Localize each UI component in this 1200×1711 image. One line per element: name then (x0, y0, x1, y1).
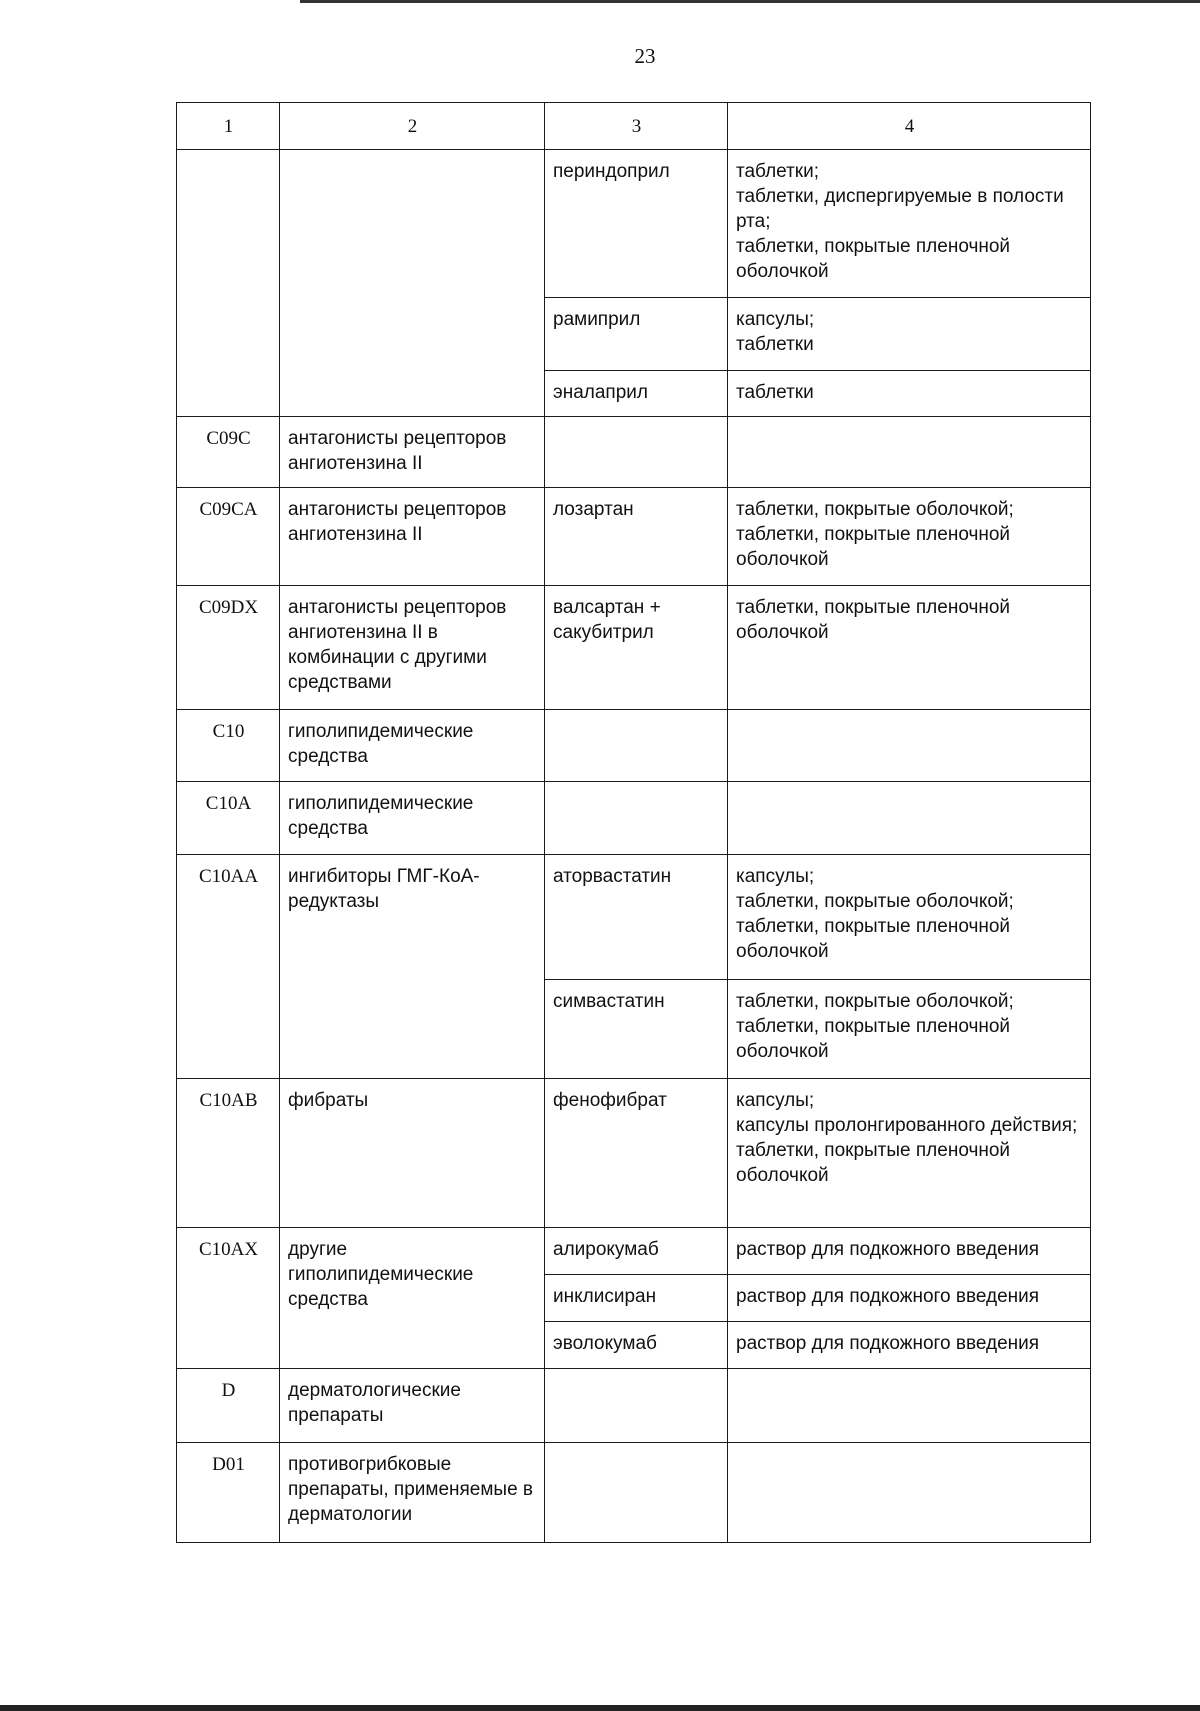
table-row (177, 586, 1091, 710)
substance-cell: рамиприл (545, 298, 728, 371)
substance-cell: аторвастатин (545, 855, 728, 980)
table-row (177, 710, 1091, 782)
group-name-cell: другие гиполипидемические средства (280, 1228, 545, 1369)
atc-code-cell: C09CA (177, 488, 280, 586)
substance-cell: эволокумаб (545, 1322, 728, 1369)
table-row (177, 417, 1091, 488)
dosage-form-cell: таблетки, покрытые пленочной оболочкой (728, 586, 1091, 710)
substance-cell: лозартан (545, 488, 728, 586)
group-name-cell: антагонисты рецепторов ангиотензина II (280, 488, 545, 586)
group-name-cell: противогрибковые препараты, применяемые в дерматологии (280, 1443, 545, 1543)
group-name-cell: ингибиторы ГМГ-КоА-редуктазы (280, 855, 545, 1079)
header-col-4: 4 (728, 103, 1091, 150)
substance-cell (545, 782, 728, 855)
dosage-form-cell: таблетки (728, 371, 1091, 417)
atc-code-cell: C10AX (177, 1228, 280, 1369)
dosage-form-cell: раствор для подкожного введения (728, 1275, 1091, 1322)
table-row (177, 488, 1091, 586)
dosage-form-cell: таблетки, покрытые оболочкой; таблетки, покрытые пленочной оболочкой (728, 980, 1091, 1079)
dosage-form-cell (728, 417, 1091, 488)
group-name-cell (280, 150, 545, 417)
atc-code-cell: C09C (177, 417, 280, 488)
group-name-cell: антагонисты рецепторов ангиотензина II в комбинации с другими средствами (280, 586, 545, 710)
substance-cell (545, 1369, 728, 1443)
header-col-3: 3 (545, 103, 728, 150)
atc-code-cell: D01 (177, 1443, 280, 1543)
group-name-cell: фибраты (280, 1079, 545, 1228)
table-row (177, 1079, 1091, 1228)
substance-cell: симвастатин (545, 980, 728, 1079)
atc-code-cell: C09DX (177, 586, 280, 710)
table-row (177, 1369, 1091, 1443)
dosage-form-cell (728, 782, 1091, 855)
substance-cell: валсартан + сакубитрил (545, 586, 728, 710)
group-name-cell: гиполипидемические средства (280, 782, 545, 855)
dosage-form-cell: капсулы; таблетки (728, 298, 1091, 371)
substance-cell: периндоприл (545, 150, 728, 298)
group-name-cell: дерматологические препараты (280, 1369, 545, 1443)
table-header-row (177, 103, 1091, 150)
dosage-form-cell: таблетки, покрытые оболочкой; таблетки, покрытые пленочной оболочкой (728, 488, 1091, 586)
table-row (177, 782, 1091, 855)
group-name-cell: антагонисты рецепторов ангиотензина II (280, 417, 545, 488)
substance-cell: фенофибрат (545, 1079, 728, 1228)
atc-code-cell: C10A (177, 782, 280, 855)
atc-code-cell: D (177, 1369, 280, 1443)
atc-code-cell: C10AA (177, 855, 280, 1079)
dosage-form-cell: раствор для подкожного введения (728, 1322, 1091, 1369)
dosage-form-cell: таблетки; таблетки, диспергируемые в полости рта; таблетки, покрытые пленочной оболочкой (728, 150, 1091, 298)
table-row (177, 1228, 1091, 1275)
atc-code-cell: C10AB (177, 1079, 280, 1228)
dosage-form-cell: раствор для подкожного введения (728, 1228, 1091, 1275)
substance-cell: инклисиран (545, 1275, 728, 1322)
atc-code-cell (177, 150, 280, 417)
substance-cell (545, 417, 728, 488)
table-row (177, 150, 1091, 298)
dosage-form-cell (728, 1443, 1091, 1543)
table-row (177, 855, 1091, 980)
header-col-1: 1 (177, 103, 280, 150)
scan-bottom-edge (0, 1705, 1200, 1711)
drug-table (176, 102, 1091, 1543)
table-row (177, 1443, 1091, 1543)
substance-cell (545, 1443, 728, 1543)
substance-cell: алирокумаб (545, 1228, 728, 1275)
dosage-form-cell (728, 1369, 1091, 1443)
group-name-cell: гиполипидемические средства (280, 710, 545, 782)
substance-cell: эналаприл (545, 371, 728, 417)
page-number: 23 (634, 44, 656, 68)
dosage-form-cell: капсулы; капсулы пролонгированного действия; таблетки, покрытые пленочной оболочкой (728, 1079, 1091, 1228)
scan-top-edge (300, 0, 1200, 3)
dosage-form-cell (728, 710, 1091, 782)
atc-code-cell: C10 (177, 710, 280, 782)
header-col-2: 2 (280, 103, 545, 150)
dosage-form-cell: капсулы; таблетки, покрытые оболочкой; таблетки, покрытые пленочной оболочкой (728, 855, 1091, 980)
substance-cell (545, 710, 728, 782)
